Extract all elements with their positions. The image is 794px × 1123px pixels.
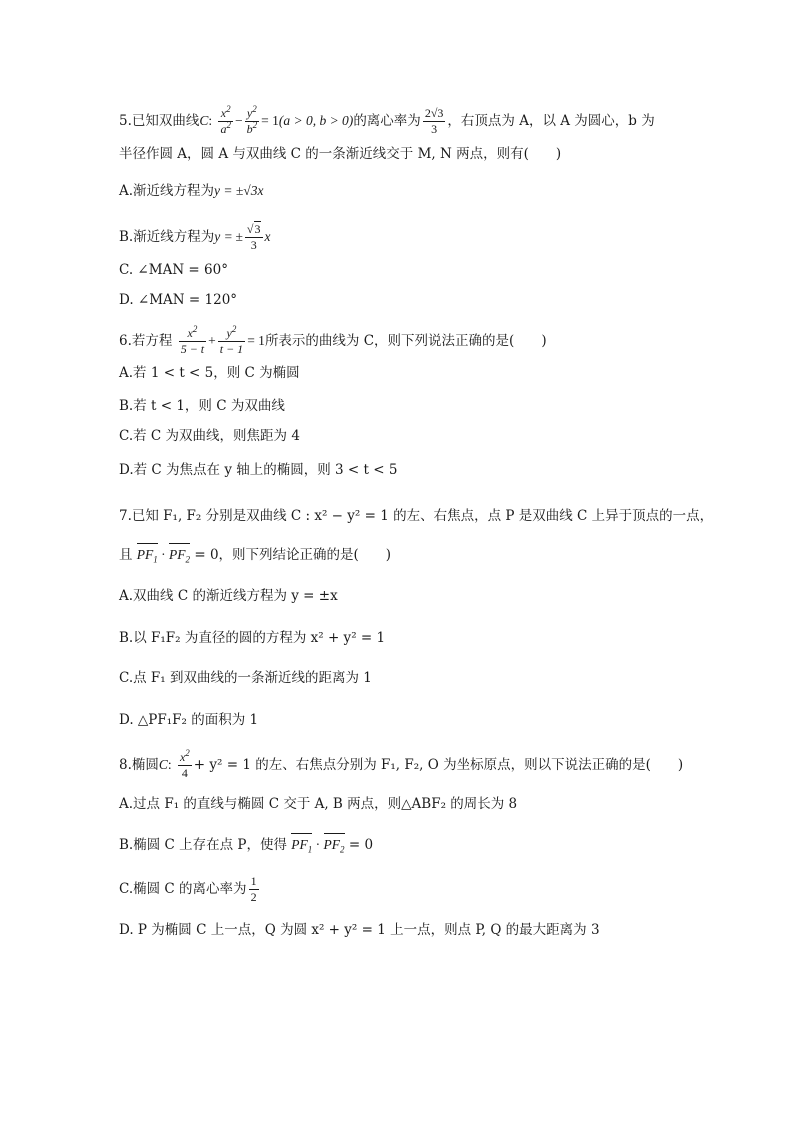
q6-option-a: A.若 1 < t < 5，则 C 为椭圆: [119, 365, 300, 381]
q7-option-c: C.点 F₁ 到双曲线的一条渐近线的距离为 1: [119, 670, 372, 686]
q7-stem-line2: 且 $PF_1 \cdot PF_2 = 0$，则下列结论正确的是( ): [119, 547, 392, 565]
q7-option-b: B.以 F₁F₂ 为直径的圆的方程为 x² + y² = 1: [119, 630, 386, 646]
q7-vector-pf1: $PF_1$: [136, 547, 158, 565]
q5-stem-line2: 半径作圆 A，圆 A 与双曲线 C 的一条渐近线交于 M, N 两点，则有( ): [119, 146, 562, 162]
q8-eccentricity-frac: $\frac{1}{2}$: [250, 874, 257, 904]
q5-option-b-frac: $\frac{√3}{3}$: [246, 222, 261, 252]
q8-option-c: [119, 874, 694, 905]
q5-mid-text: 的离心率为: [353, 113, 421, 129]
q5-tail-text: ，右顶点为 A，以 A 为圆心，b 为: [447, 113, 655, 129]
q8-tail-text: + y² = 1 的左、右焦点分别为 F₁, F₂, O 为坐标原点，则以下说法正确的是( ): [193, 757, 684, 773]
q8-option-d: D. P 为椭圆 C 上一点，Q 为圆 x² + y² = 1 上一点，则点 P, Q 的最大距离为 3: [119, 922, 600, 938]
q5-eccentricity: $\frac{2√3}{3}$: [424, 106, 444, 136]
q7-vector-pf2: $PF_2$: [169, 547, 191, 565]
q8-option-a: A.过点 F₁ 的直线与椭圆 C 交于 A, B 两点，则△ABF₂ 的周长为 8: [119, 796, 518, 812]
q6-stem: 6.若方程 $\frac{x^2}{5 - t}$ + $\frac{y^2}{t - 1}$ = 1所表示的曲线为 C，则下列说法正确的是( ): [119, 324, 547, 356]
q5-frac-x2-a2: $\frac{x^2}{a^2}$: [220, 104, 231, 136]
q7-option-a: A.双曲线 C 的渐近线方程为 y = ±x: [119, 588, 338, 604]
q7-line2-pre: 且: [119, 547, 133, 563]
q5-condition: (a > 0, b > 0): [278, 113, 354, 128]
q8-stem: 8.椭圆C: $\frac{x^2}{4}$ + y² = 1 的左、右焦点分别为 F₁, F₂, O 为坐标原点，则以下说法正确的是( ): [119, 748, 684, 780]
q5-option-a: [119, 181, 694, 201]
q5-option-a-math: y = ±√3x: [214, 183, 264, 198]
q5-option-a-text: A.渐近线方程为: [119, 183, 215, 199]
q5-stem-line1: 5.已知双曲线C: $\frac{x^2}{a^2}$ − $\frac{y^2}{b^2}$ = 1(a > 0, b > 0)的离心率为 $\frac{2√3}{3}$ ，右顶点为 A，以 A 为圆心，b 为: [119, 104, 655, 136]
q7-option-d: D. △PF₁F₂ 的面积为 1: [119, 712, 259, 728]
q8-vector-pf2: $PF_2$: [323, 837, 345, 855]
q8-option-b-pre: B.椭圆 C 上存在点 P，使得: [119, 837, 287, 853]
q5-frac-y2-b2: $\frac{y^2}{b^2}$: [246, 104, 258, 136]
q7-stem-line1: 7.已知 F₁, F₂ 分别是双曲线 C : x² − y² = 1 的左、右焦点，点 P 是双曲线 C 上异于顶点的一点，: [119, 508, 714, 524]
q6-prefix: 6.若方程: [119, 333, 173, 349]
q5-prefix: 5.已知双曲线: [119, 113, 200, 129]
q6-tail-text: 所表示的曲线为 C，则下列说法正确的是( ): [264, 333, 547, 349]
q8-vector-pf1: $PF_1$: [291, 837, 313, 855]
q5-option-c: C. ∠MAN = 60°: [119, 262, 228, 278]
q8-option-b: B.椭圆 C 上存在点 P，使得 $PF_1 \cdot PF_2 = 0$: [119, 837, 374, 855]
q8-option-b-post: = 0: [348, 837, 374, 853]
q5-option-b-text: B.渐近线方程为: [119, 229, 215, 245]
q8-prefix: 8.椭圆: [119, 757, 159, 773]
q5-option-b: B.渐近线方程为y = ± $\frac{√3}{3}$ x: [119, 222, 271, 252]
q5-curve-symbol: C: [199, 113, 209, 128]
q8-option-c-text: C.椭圆 C 的离心率为: [119, 881, 247, 897]
q6-option-d: D.若 C 为焦点在 y 轴上的椭圆，则 3 < t < 5: [119, 462, 398, 478]
q6-frac-x2: $\frac{x^2}{5 - t}$: [180, 324, 205, 356]
q7-line2-post: = 0，则下列结论正确的是( ): [194, 547, 392, 563]
q6-option-c: C.若 C 为双曲线，则焦距为 4: [119, 428, 300, 444]
q6-option-b: B.若 t < 1，则 C 为双曲线: [119, 398, 285, 414]
q8-frac-x2-4: $\frac{x^2}{4}$: [179, 748, 190, 780]
q6-frac-y2: $\frac{y^2}{t - 1}$: [219, 324, 244, 356]
q5-option-d: D. ∠MAN = 120°: [119, 292, 238, 308]
